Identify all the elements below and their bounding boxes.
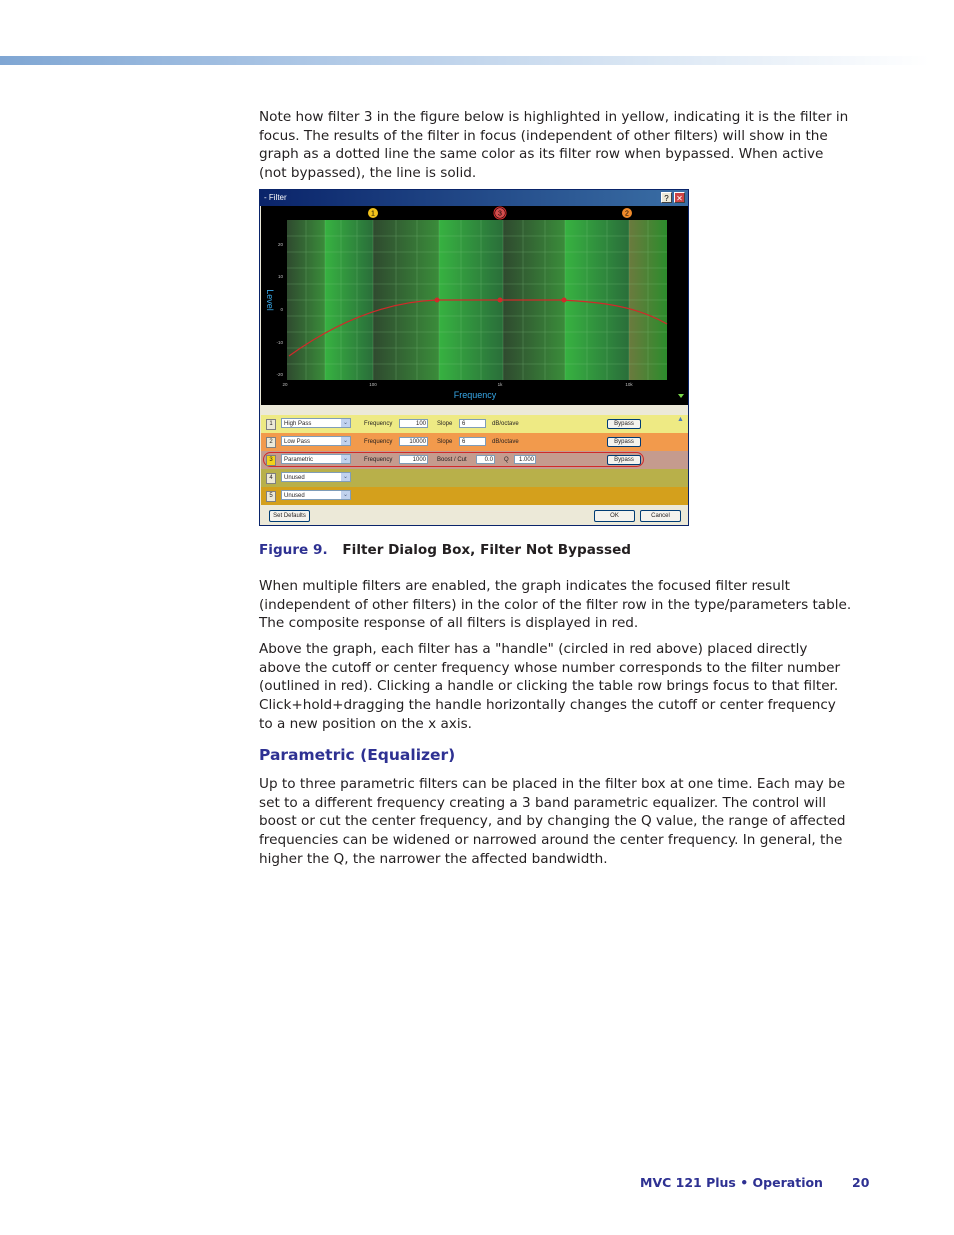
frequency-input[interactable]: 10000 <box>399 437 428 446</box>
filter-row-1[interactable] <box>261 415 688 433</box>
filter-row-5[interactable] <box>261 487 688 505</box>
filter-row-2[interactable] <box>261 433 688 451</box>
curve-point-1 <box>435 298 440 303</box>
filter-type-value: High Pass <box>284 421 312 427</box>
boost-cut-input[interactable]: 0.0 <box>476 455 495 464</box>
filter-type-select[interactable] <box>281 454 351 464</box>
paragraph-parametric: Up to three parametric filters can be placed in the filter box at one time. Each may be set to a different frequency creating a 3 band parametric equalizer. The control will boost or cut the center frequency, and by changing the Q value, the range of affected frequencies can be widened or narrowed around the center frequency. In general, the higher the Q, the narrower the affected bandwidth. <box>259 776 846 867</box>
dialog-titlebar <box>260 190 688 206</box>
boost-cut-label: Boost / Cut <box>437 457 467 463</box>
frequency-label: Frequency <box>364 439 393 445</box>
scroll-up-icon[interactable]: ▲ <box>677 416 684 423</box>
x-tick: 20 <box>282 382 288 387</box>
q-label: Q <box>504 457 509 463</box>
slope-unit: dB/octave <box>492 439 519 445</box>
dialog-title: - Filter <box>264 193 287 202</box>
handle-2[interactable] <box>622 208 632 218</box>
handle-1[interactable] <box>368 208 378 218</box>
filter-dialog <box>259 189 689 526</box>
filter-type-select[interactable] <box>281 472 351 482</box>
set-defaults-button[interactable]: Set Defaults <box>269 510 310 522</box>
filter-row-4[interactable] <box>261 469 688 487</box>
close-icon[interactable]: ✕ <box>674 192 685 203</box>
ok-button[interactable]: OK <box>594 510 635 522</box>
frequency-graph <box>261 206 688 405</box>
section-heading: Parametric (Equalizer) <box>259 746 456 764</box>
help-icon[interactable]: ? <box>661 192 672 203</box>
bypass-button[interactable]: Bypass <box>607 455 641 465</box>
figure-title: Filter Dialog Box, Filter Not Bypassed <box>342 542 632 558</box>
y-tick: 20 <box>277 242 283 247</box>
row-number: 3 <box>266 455 276 466</box>
y-tick: 0 <box>280 307 283 312</box>
handle-2-label: 2 <box>625 210 629 218</box>
slope-label: Slope <box>437 421 453 427</box>
handle-3-label: 3 <box>498 210 502 218</box>
header-gradient-bar <box>0 56 930 65</box>
footer-title: MVC 121 Plus • Operation <box>640 1175 823 1190</box>
chevron-down-icon: ⌄ <box>342 420 349 426</box>
curve-point-3 <box>498 298 503 303</box>
x-tick: 100 <box>369 382 377 387</box>
y-tick: -10 <box>276 340 283 345</box>
y-axis-label: Level <box>265 289 275 311</box>
chevron-down-icon: ⌄ <box>342 492 349 498</box>
slope-label: Slope <box>437 439 453 445</box>
filter-type-select[interactable] <box>281 436 351 446</box>
frequency-label: Frequency <box>364 457 393 463</box>
paragraph-multiple-filters: When multiple filters are enabled, the graph indicates the focused filter result (independent of other filters) in the color of the filter row in the type/parameters table. The composite response of all filters is displayed in red. <box>259 578 852 632</box>
cancel-button[interactable]: Cancel <box>640 510 681 522</box>
frequency-input[interactable]: 1000 <box>399 455 428 464</box>
handle-1-label: 1 <box>371 210 375 218</box>
x-tick: 10k <box>625 382 633 387</box>
filter-type-value: Low Pass <box>284 439 311 445</box>
row-number: 5 <box>266 491 276 502</box>
row-number: 2 <box>266 437 276 448</box>
filter-row-3[interactable] <box>261 451 688 469</box>
slope-unit: dB/octave <box>492 421 519 427</box>
chevron-down-icon: ⌄ <box>342 456 349 462</box>
row-number: 4 <box>266 473 276 484</box>
figure-label: Figure 9. <box>259 542 328 558</box>
bypass-button[interactable]: Bypass <box>607 437 641 447</box>
page-number: 20 <box>852 1175 870 1190</box>
intro-paragraph: Note how filter 3 in the figure below is highlighted in yellow, indicating it is the filter in focus. The results of the filter in focus (independent of other filters) will show in the graph as a dotted line the same color as its filter row when bypassed. When active (not bypassed), the line is solid. <box>259 109 849 182</box>
x-axis-label: Frequency <box>453 390 497 400</box>
slope-select[interactable]: 6 <box>459 437 486 446</box>
filter-type-value: Parametric <box>284 457 314 463</box>
paragraph-handles: Above the graph, each filter has a "handle" (circled in red above) placed directly above the cutoff or center frequency whose number corresponds to the filter number (outlined in red). Clicking a handle or clicking the table row brings focus to that filter. Click+hold+dragging the handle horizontally changes the cutoff or center frequency to a new position on the x axis. <box>259 641 841 732</box>
chevron-down-icon: ⌄ <box>342 474 349 480</box>
y-tick: -20 <box>276 372 283 377</box>
handle-3[interactable] <box>494 207 506 219</box>
row-number: 1 <box>266 419 276 430</box>
filter-type-select[interactable] <box>281 490 351 500</box>
q-input[interactable]: 1.000 <box>514 455 536 464</box>
y-tick: 10 <box>277 274 283 279</box>
frequency-label: Frequency <box>364 421 393 427</box>
x-tick: 1k <box>497 382 503 387</box>
chevron-down-icon: ⌄ <box>342 438 349 444</box>
filter-type-value: Unused <box>284 493 305 499</box>
frequency-input[interactable]: 100 <box>399 419 428 428</box>
filter-type-value: Unused <box>284 475 305 481</box>
figure-caption <box>259 542 631 558</box>
curve-point-2 <box>562 298 567 303</box>
slope-select[interactable]: 6 <box>459 419 486 428</box>
bypass-button[interactable]: Bypass <box>607 419 641 429</box>
filter-type-select[interactable] <box>281 418 351 428</box>
